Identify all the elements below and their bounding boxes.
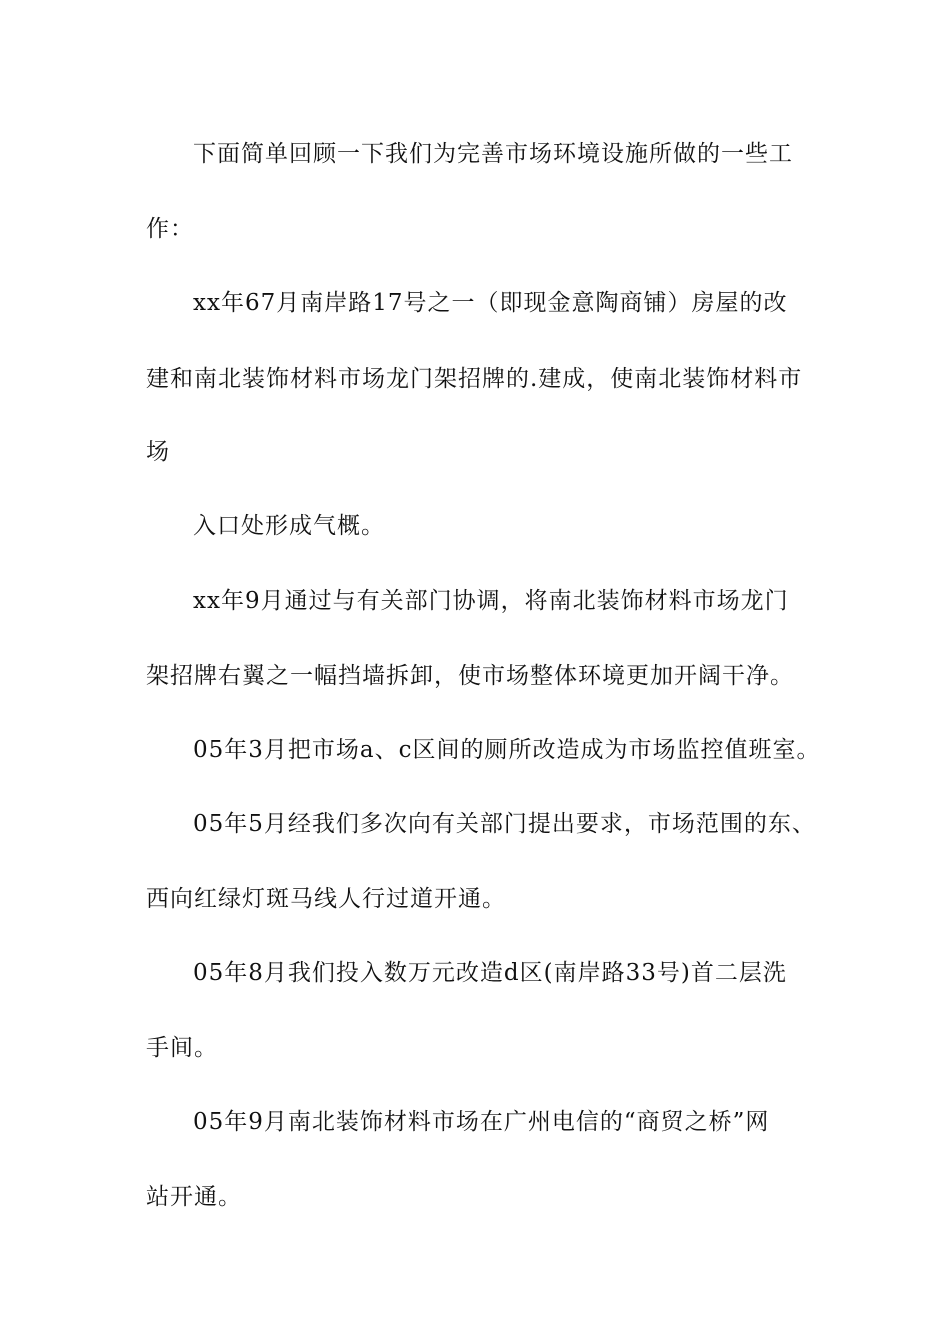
paragraph-8-line-2: 站开通。 (146, 1184, 242, 1210)
paragraph-6-line-2: 西向红绿灯斑马线人行过道开通。 (146, 886, 506, 912)
paragraph-7-line-2: 手间。 (146, 1035, 218, 1061)
paragraph-8-line-1: 05年9月南北装饰材料市场在广州电信的“商贸之桥”网 (193, 1109, 770, 1135)
paragraph-4-line-2: 架招牌右翼之一幅挡墙拆卸，使市场整体环境更加开阔干净。 (146, 663, 794, 689)
paragraph-7-line-1: 05年8月我们投入数万元改造d区(南岸路33号)首二层洗 (193, 960, 787, 986)
paragraph-4-line-1: xx年9月通过与有关部门协调，将南北装饰材料市场龙门 (193, 588, 789, 614)
paragraph-6-line-1: 05年5月经我们多次向有关部门提出要求，市场范围的东、 (193, 811, 816, 837)
paragraph-2-line-3: 场 (146, 439, 170, 465)
paragraph-3-line-1: 入口处形成气概。 (193, 513, 385, 539)
paragraph-5-line-1: 05年3月把市场a、c区间的厕所改造成为市场监控值班室。 (193, 737, 821, 763)
paragraph-2-line-2: 建和南北装饰材料市场龙门架招牌的.建成，使南北装饰材料市 (146, 366, 803, 392)
paragraph-1-line-2: 作： (146, 216, 194, 242)
paragraph-2-line-1: xx年67月南岸路17号之一（即现金意陶商铺）房屋的改 (193, 290, 788, 316)
paragraph-1-line-1: 下面简单回顾一下我们为完善市场环境设施所做的一些工 (193, 141, 793, 167)
